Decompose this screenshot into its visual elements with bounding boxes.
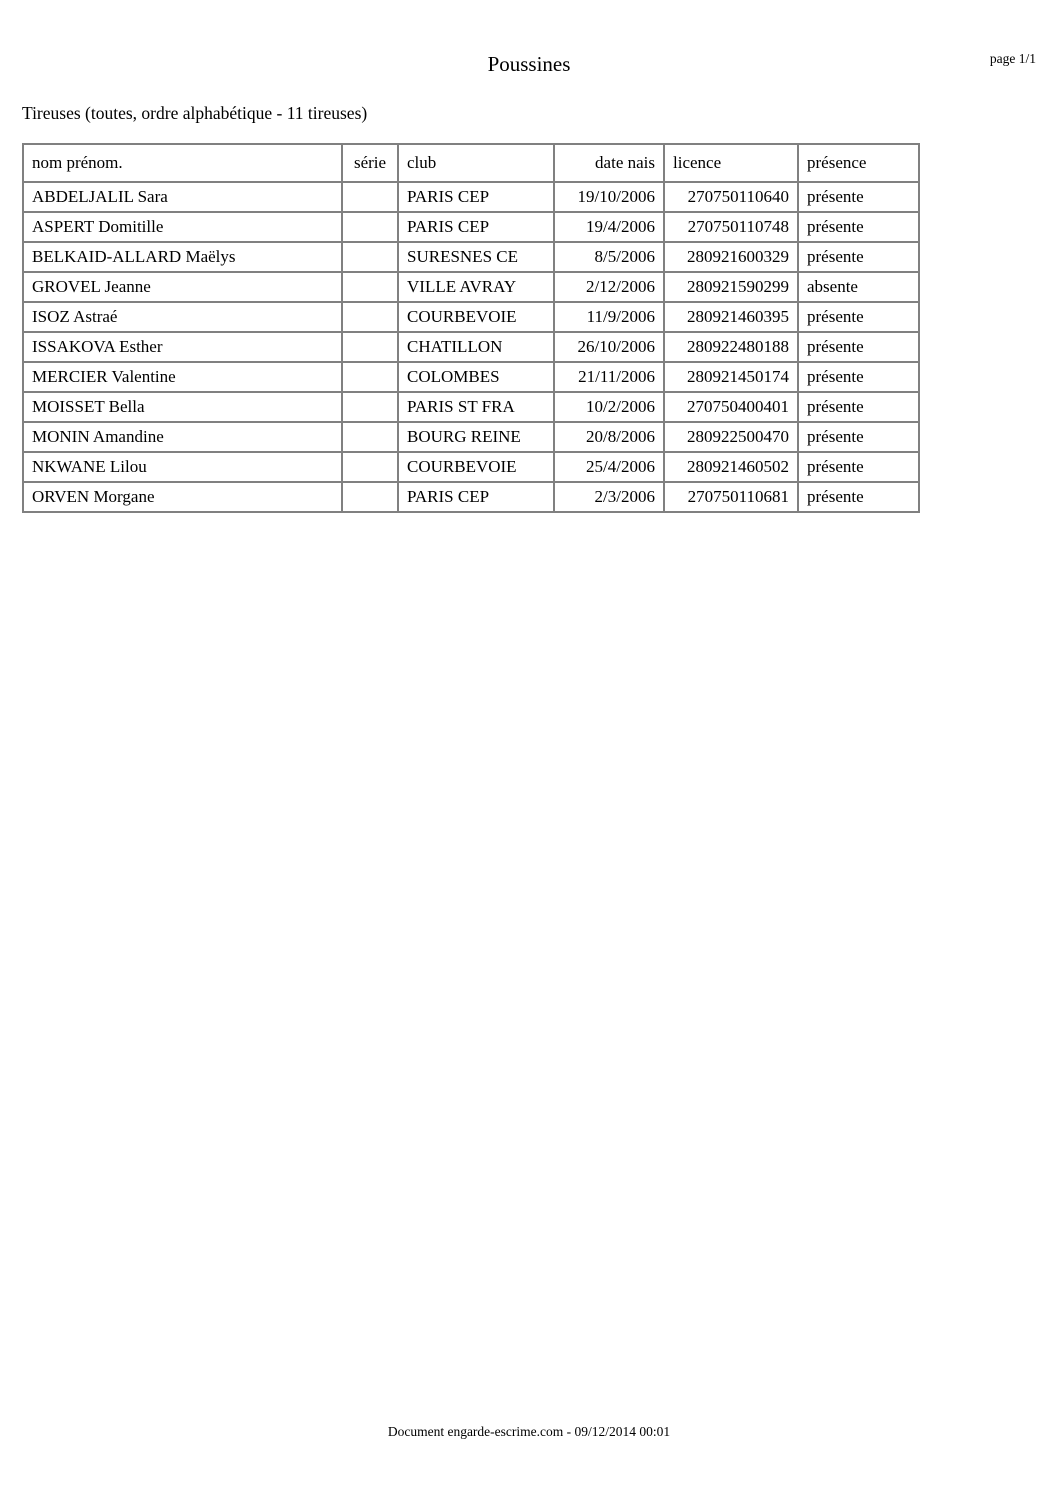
- cell-date-nais: 8/5/2006: [554, 242, 664, 272]
- cell-serie: [342, 272, 398, 302]
- cell-presence: présente: [798, 482, 919, 512]
- cell-club: COURBEVOIE: [398, 302, 554, 332]
- cell-presence: présente: [798, 422, 919, 452]
- cell-presence: absente: [798, 272, 919, 302]
- cell-date-nais: 19/4/2006: [554, 212, 664, 242]
- cell-licence: 270750110748: [664, 212, 798, 242]
- column-header-club: club: [398, 144, 554, 182]
- cell-licence: 280922480188: [664, 332, 798, 362]
- cell-club: VILLE AVRAY: [398, 272, 554, 302]
- table-row: [23, 392, 919, 422]
- column-header-licence: licence: [664, 144, 798, 182]
- document-header: [0, 0, 1058, 76]
- cell-presence: présente: [798, 302, 919, 332]
- cell-serie: [342, 182, 398, 212]
- cell-serie: [342, 302, 398, 332]
- cell-club: PARIS CEP: [398, 182, 554, 212]
- page-number-indicator: page 1/1: [989, 51, 1036, 66]
- cell-licence: 270750110681: [664, 482, 798, 512]
- cell-presence: présente: [798, 362, 919, 392]
- table-row: [23, 242, 919, 272]
- cell-licence: 280921600329: [664, 242, 798, 272]
- table-row: [23, 362, 919, 392]
- table-row: [23, 302, 919, 332]
- cell-nom-prenom: MONIN Amandine: [23, 422, 342, 452]
- column-header-date-nais: date nais: [554, 144, 664, 182]
- cell-date-nais: 11/9/2006: [554, 302, 664, 332]
- cell-club: PARIS CEP: [398, 482, 554, 512]
- cell-licence: 270750110640: [664, 182, 798, 212]
- cell-presence: présente: [798, 452, 919, 482]
- cell-serie: [342, 362, 398, 392]
- cell-serie: [342, 422, 398, 452]
- cell-club: BOURG REINE: [398, 422, 554, 452]
- column-header-nom-prenom: nom prénom.: [23, 144, 342, 182]
- cell-nom-prenom: ORVEN Morgane: [23, 482, 342, 512]
- page-title: Poussines: [487, 52, 571, 76]
- cell-club: COURBEVOIE: [398, 452, 554, 482]
- footer-text: Document engarde-escrime.com - 09/12/2014 00:01: [387, 1424, 671, 1439]
- cell-date-nais: 20/8/2006: [554, 422, 664, 452]
- cell-presence: présente: [798, 332, 919, 362]
- table-row: [23, 422, 919, 452]
- table-row: [23, 482, 919, 512]
- cell-licence: 280921460395: [664, 302, 798, 332]
- cell-licence: 280922500470: [664, 422, 798, 452]
- column-header-serie: série: [342, 144, 398, 182]
- cell-serie: [342, 212, 398, 242]
- cell-date-nais: 2/3/2006: [554, 482, 664, 512]
- cell-licence: 280921450174: [664, 362, 798, 392]
- cell-presence: présente: [798, 182, 919, 212]
- cell-nom-prenom: ISSAKOVA Esther: [23, 332, 342, 362]
- cell-nom-prenom: ABDELJALIL Sara: [23, 182, 342, 212]
- cell-licence: 270750400401: [664, 392, 798, 422]
- table-header-row: [23, 144, 919, 182]
- cell-nom-prenom: BELKAID-ALLARD Maëlys: [23, 242, 342, 272]
- cell-serie: [342, 452, 398, 482]
- cell-club: PARIS ST FRA: [398, 392, 554, 422]
- column-header-presence: présence: [798, 144, 919, 182]
- cell-date-nais: 26/10/2006: [554, 332, 664, 362]
- cell-licence: 280921590299: [664, 272, 798, 302]
- cell-club: CHATILLON: [398, 332, 554, 362]
- cell-serie: [342, 392, 398, 422]
- cell-date-nais: 19/10/2006: [554, 182, 664, 212]
- cell-nom-prenom: ISOZ Astraé: [23, 302, 342, 332]
- cell-nom-prenom: MOISSET Bella: [23, 392, 342, 422]
- cell-date-nais: 21/11/2006: [554, 362, 664, 392]
- cell-date-nais: 10/2/2006: [554, 392, 664, 422]
- cell-presence: présente: [798, 242, 919, 272]
- cell-serie: [342, 332, 398, 362]
- cell-nom-prenom: ASPERT Domitille: [23, 212, 342, 242]
- cell-date-nais: 2/12/2006: [554, 272, 664, 302]
- cell-club: PARIS CEP: [398, 212, 554, 242]
- table-row: [23, 212, 919, 242]
- tireuses-table: [22, 143, 920, 513]
- cell-nom-prenom: NKWANE Lilou: [23, 452, 342, 482]
- subtitle: Tireuses (toutes, ordre alphabétique - 11 tireuses): [22, 103, 368, 123]
- table-row: [23, 332, 919, 362]
- cell-club: SURESNES CE: [398, 242, 554, 272]
- cell-licence: 280921460502: [664, 452, 798, 482]
- cell-serie: [342, 482, 398, 512]
- table-row: [23, 182, 919, 212]
- cell-nom-prenom: MERCIER Valentine: [23, 362, 342, 392]
- cell-nom-prenom: GROVEL Jeanne: [23, 272, 342, 302]
- cell-club: COLOMBES: [398, 362, 554, 392]
- cell-presence: présente: [798, 392, 919, 422]
- table-row: [23, 272, 919, 302]
- cell-date-nais: 25/4/2006: [554, 452, 664, 482]
- cell-presence: présente: [798, 212, 919, 242]
- cell-serie: [342, 242, 398, 272]
- table-row: [23, 452, 919, 482]
